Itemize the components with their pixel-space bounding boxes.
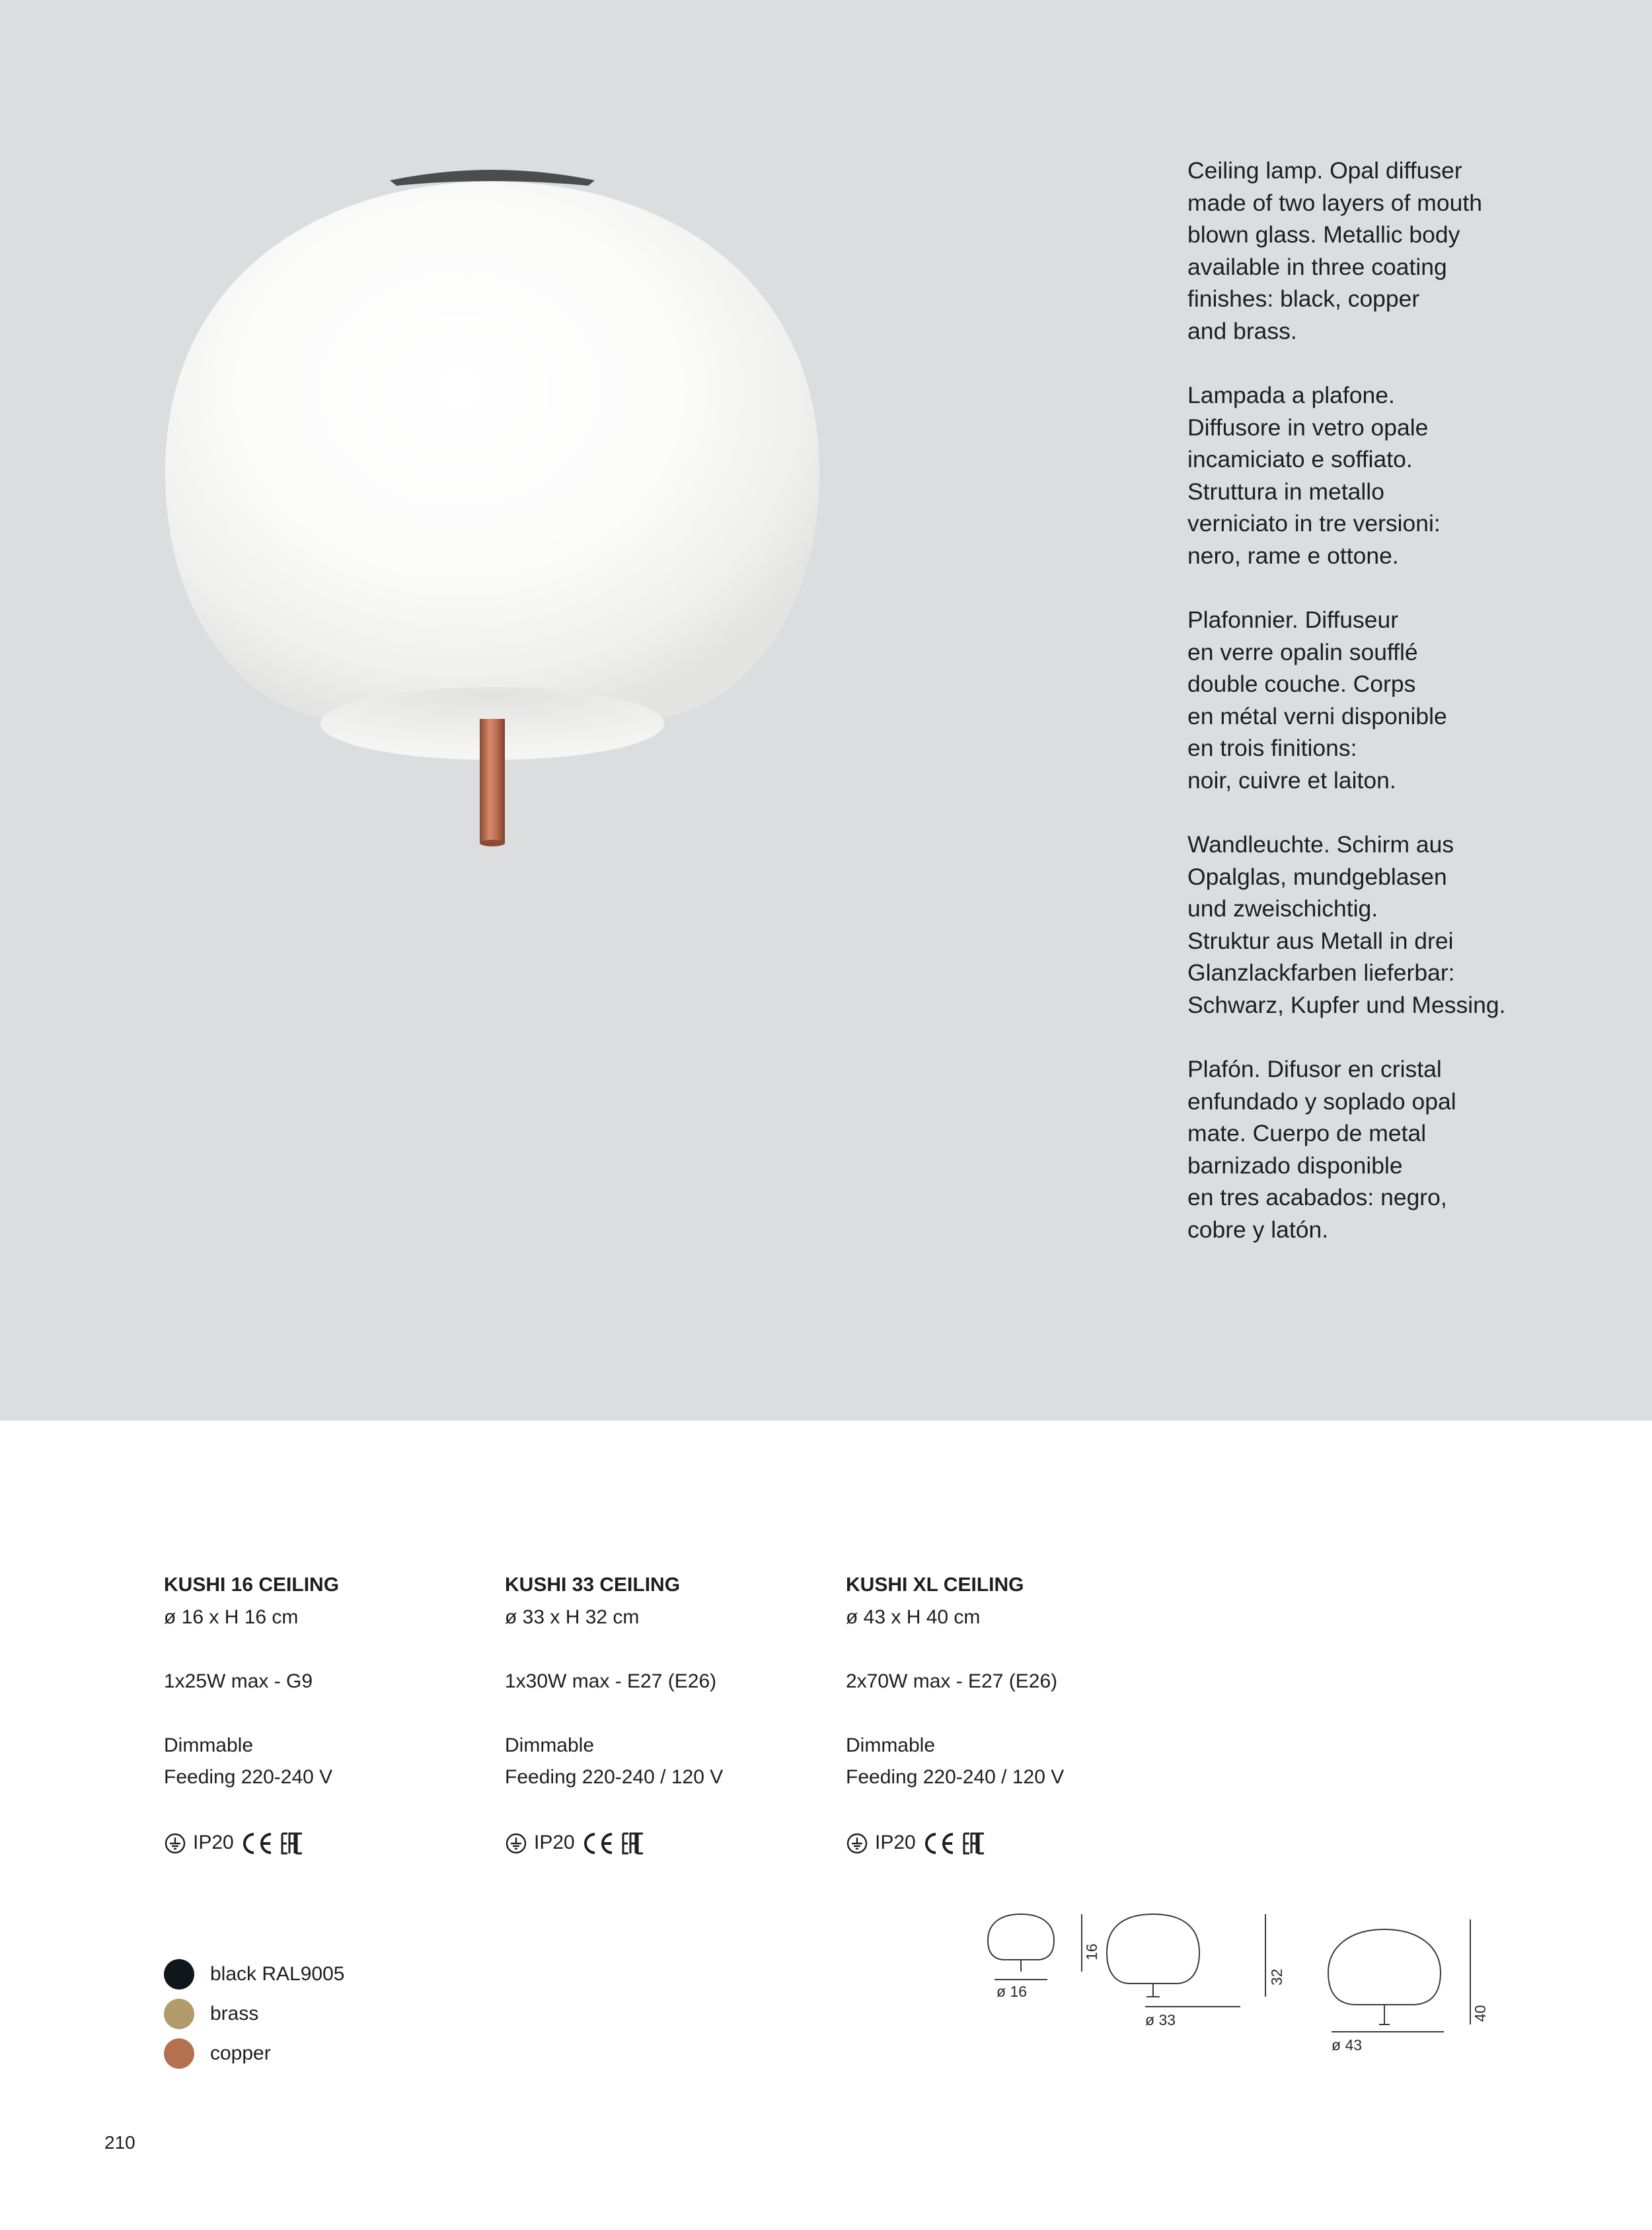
spec-kushi-xl [846, 1569, 1176, 1860]
ce-mark-icon [241, 1832, 274, 1855]
product-dimmable: Dimmable [164, 1734, 254, 1756]
drawing-globe-16 [988, 1914, 1054, 1960]
certifications [846, 1827, 1176, 1860]
ce-mark-icon [582, 1832, 615, 1855]
copper-rod [480, 719, 505, 843]
description-it: Lampada a plafone. Diffusore in vetro opale incamiciato e soffiato. Struttura in metallo verniciato in tre versioni: nero, rame e ottone. [1187, 382, 1441, 569]
glass-diffuser [165, 182, 819, 730]
product-feeding: Feeding 220-240 / 120 V [505, 1766, 724, 1788]
product-power: 2x70W max - E27 (E26) [846, 1670, 1058, 1692]
product-feeding: Feeding 220-240 / 120 V [846, 1766, 1065, 1788]
finish-black [164, 1954, 344, 1994]
eac-mark-icon [280, 1832, 304, 1855]
ground-symbol-icon [846, 1832, 868, 1855]
drawing-diameter-43: ø 43 [1332, 2036, 1363, 2054]
finish-label: black RAL9005 [210, 1963, 345, 1985]
drawing-diameter-16: ø 16 [996, 1983, 1028, 2000]
ip-rating: IP20 [875, 1832, 916, 1854]
page-number: 210 [104, 2132, 135, 2153]
drawing-height-33: 32 [1268, 1968, 1285, 1986]
product-size: ø 33 x H 32 cm [505, 1606, 640, 1628]
product-power: 1x30W max - E27 (E26) [505, 1670, 717, 1692]
ip-rating: IP20 [534, 1832, 575, 1854]
description-fr: Plafonnier. Diffuseur en verre opalin soufflé double couche. Corps en métal verni disponible en trois finitions: noir, cuivre et laiton. [1187, 607, 1447, 794]
finish-label: copper [210, 2042, 271, 2064]
finish-swatch [164, 1959, 194, 1989]
ip-rating: IP20 [193, 1832, 234, 1854]
lamp-illustration [159, 162, 826, 856]
product-dimmable: Dimmable [846, 1734, 936, 1756]
drawing-height-43: 40 [1472, 2005, 1489, 2022]
product-power: 1x25W max - G9 [164, 1670, 313, 1692]
spec-kushi-16 [164, 1569, 494, 1860]
finish-swatch [164, 1999, 194, 2029]
dimension-drawings [985, 1906, 1513, 2078]
description-en: Ceiling lamp. Opal diffuser made of two layers of mouth blown glass. Metallic body available in three coating finishes: black, copper and brass. [1187, 157, 1482, 344]
drawing-globe-33 [1107, 1914, 1199, 1984]
drawing-height-16: 16 [1083, 1943, 1100, 1960]
ce-mark-icon [922, 1832, 956, 1855]
drawing-globe-43 [1328, 1929, 1441, 2005]
product-feeding: Feeding 220-240 V [164, 1766, 333, 1788]
spec-kushi-33 [505, 1569, 835, 1860]
finish-list [164, 1954, 344, 2073]
drawing-diameter-33: ø 33 [1145, 2011, 1176, 2028]
product-description [1187, 155, 1558, 1278]
description-es: Plafón. Difusor en cristal enfundado y soplado opal mate. Cuerpo de metal barnizado disponible en tres acabados: negro, cobre y latón. [1187, 1056, 1456, 1243]
product-dimmable: Dimmable [505, 1734, 595, 1756]
finish-label: brass [210, 2003, 259, 2025]
eac-mark-icon [621, 1832, 645, 1855]
finish-copper [164, 2034, 344, 2073]
product-size: ø 16 x H 16 cm [164, 1606, 299, 1628]
product-name: KUSHI XL CEILING [846, 1574, 1024, 1596]
eac-mark-icon [962, 1832, 986, 1855]
product-size: ø 43 x H 40 cm [846, 1606, 981, 1628]
ground-symbol-icon [164, 1832, 186, 1855]
product-name: KUSHI 16 CEILING [164, 1574, 340, 1596]
finish-brass [164, 1994, 344, 2034]
description-de: Wandleuchte. Schirm aus Opalglas, mundgeblasen und zweischichtig. Struktur aus Metall in drei Glanzlackfarben lieferbar: Schwarz, Kupfer und Messing. [1187, 831, 1506, 1018]
certifications [505, 1827, 835, 1860]
ground-symbol-icon [505, 1832, 527, 1855]
finish-swatch [164, 2038, 194, 2069]
product-name: KUSHI 33 CEILING [505, 1574, 681, 1596]
certifications [164, 1827, 494, 1860]
